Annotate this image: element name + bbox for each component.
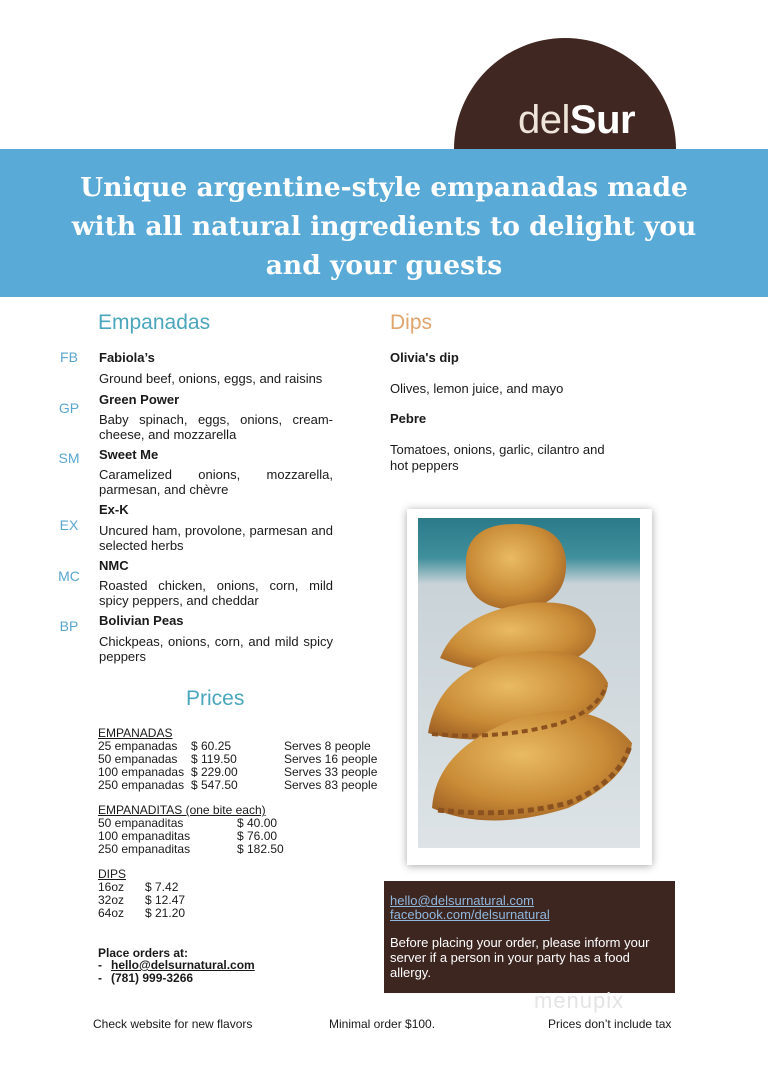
empanada-description: Baby spinach, eggs, onions, cream-cheese, and mozzarella xyxy=(99,412,333,442)
empanadas-section-title: Empanadas xyxy=(98,311,211,334)
item-code: FB xyxy=(60,349,78,365)
empanada-description: Roasted chicken, onions, corn, mild spicy peppers, and cheddar xyxy=(99,578,333,608)
price-value: $ 547.50 xyxy=(191,778,238,792)
price-value: $ 40.00 xyxy=(237,816,278,830)
price-serves: Serves 33 people xyxy=(284,765,378,779)
price-value: $ 182.50 xyxy=(237,842,284,856)
price-value: $ 7.42 xyxy=(145,880,179,894)
facebook-link[interactable]: facebook.com/delsurnatural xyxy=(390,907,550,922)
dip-name: Pebre xyxy=(390,411,427,426)
price-qty: 50 empanaditas xyxy=(98,816,184,830)
price-value: $ 229.00 xyxy=(191,765,238,779)
price-qty: 32oz xyxy=(98,893,125,907)
allergy-notice: Before placing your order, please inform your server if a person in your party has a food allergy. xyxy=(390,935,650,980)
price-serves: Serves 83 people xyxy=(284,778,378,792)
brand-logo-text xyxy=(518,98,635,143)
price-value: $ 60.25 xyxy=(191,739,232,753)
price-serves: Serves 8 people xyxy=(284,739,371,753)
empanadas-illustration xyxy=(418,518,640,848)
empanada-name: NMC xyxy=(99,558,129,573)
logo-text-light: del xyxy=(518,98,570,142)
empanada-name: Bolivian Peas xyxy=(99,613,184,628)
dip-description: Olives, lemon juice, and mayo xyxy=(390,381,564,396)
price-serves: Serves 16 people xyxy=(284,752,378,766)
order-email-link[interactable]: hello@delsurnatural.com xyxy=(111,958,255,972)
item-code: SM xyxy=(58,450,80,466)
tagline: Unique argentine-style empanadas made with all natural ingredients to delight you and your guests xyxy=(71,172,697,281)
dips-section-title: Dips xyxy=(390,311,433,334)
empanadas-photo xyxy=(418,518,640,848)
dip-name: Olivia's dip xyxy=(390,350,459,365)
dips-price-heading: DIPS xyxy=(98,867,127,881)
price-qty: 25 empanadas xyxy=(98,739,178,753)
place-orders-heading: Place orders at: xyxy=(98,946,189,960)
item-code: GP xyxy=(58,400,80,416)
price-qty: 100 empanadas xyxy=(98,765,185,779)
empanada-description: Caramelized onions, mozzarella, parmesan, and chèvre xyxy=(99,467,333,497)
item-code: BP xyxy=(59,618,79,634)
empanada-description: Uncured ham, provolone, parmesan and selected herbs xyxy=(99,523,333,553)
empanada-name: Green Power xyxy=(99,392,180,407)
watermark: menupix xyxy=(534,988,625,1013)
footer-tax-note: Prices don’t include tax xyxy=(548,1017,672,1031)
empanada-description: Chickpeas, onions, corn, and mild spicy peppers xyxy=(99,634,333,664)
item-code: MC xyxy=(58,568,80,584)
footer-minimum-order: Minimal order $100. xyxy=(329,1017,436,1031)
price-qty: 64oz xyxy=(98,906,125,920)
empanadas-price-heading: EMPANADAS xyxy=(98,726,173,740)
price-value: $ 21.20 xyxy=(145,906,186,920)
contact-email-link[interactable]: hello@delsurnatural.com xyxy=(390,893,534,908)
empanada-name: Sweet Me xyxy=(99,447,159,462)
logo-text-bold: Sur xyxy=(569,98,636,142)
price-value: $ 12.47 xyxy=(145,893,186,907)
list-bullet: - xyxy=(98,958,102,972)
price-qty: 100 empanaditas xyxy=(98,829,191,843)
empanada-description: Ground beef, onions, eggs, and raisins xyxy=(99,371,323,386)
prices-section-title: Prices xyxy=(186,687,245,710)
price-qty: 250 empanaditas xyxy=(98,842,191,856)
dip-description: Tomatoes, onions, garlic, cilantro and hot peppers xyxy=(390,442,605,473)
price-qty: 50 empanadas xyxy=(98,752,178,766)
empanada-name: Fabiola’s xyxy=(99,350,155,365)
footer-website-note: Check website for new flavors xyxy=(93,1017,253,1031)
empanaditas-price-heading: EMPANADITAS (one bite each) xyxy=(98,803,266,817)
price-value: $ 119.50 xyxy=(191,752,237,766)
price-value: $ 76.00 xyxy=(237,829,278,843)
empanada-name: Ex-K xyxy=(99,502,129,517)
item-code: EX xyxy=(59,517,79,533)
price-qty: 16oz xyxy=(98,880,125,894)
list-bullet: - xyxy=(98,971,102,985)
price-qty: 250 empanadas xyxy=(98,778,185,792)
order-phone: (781) 999-3266 xyxy=(111,971,194,985)
